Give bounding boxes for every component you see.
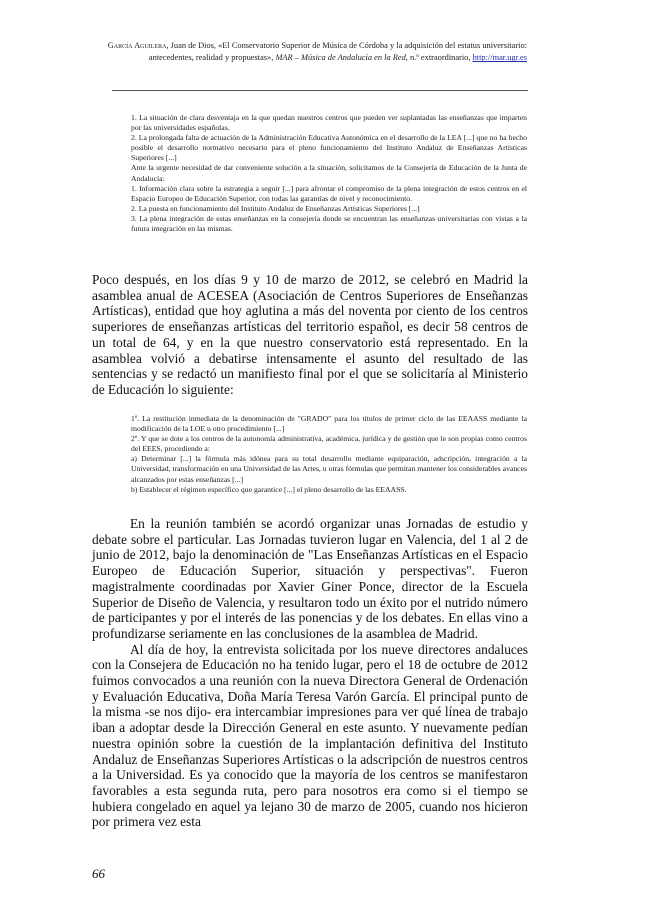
running-header bbox=[100, 40, 527, 65]
quote-line: 2. La prolongada falta de actuación de la Administración Educativa Autonómica en el desarrollo de la LEA [...] que no ha hecho posible el desarrollo normativo necesario para el pleno funcionamiento del Instituto Andaluz de Enseñanzas Artísticas Superiores [...] bbox=[131, 133, 527, 163]
body-text-acesea bbox=[92, 272, 528, 398]
header-author: García Aguilera bbox=[107, 41, 167, 50]
quote-line: 1. Información clara sobre la estrategia a seguir [...] para afrontar el compromiso de la plena integración de estos centros en el Espacio Europeo de Educación Superior, con todas las garantías de nivel y reconocimiento. bbox=[131, 183, 527, 203]
quote-line: 1. La situación de clara desventaja en la que quedan nuestros centros que pueden ver suplantadas las enseñanzas que imparten por las universidades españolas. bbox=[131, 113, 527, 133]
quote-line: 2º. Y que se dote a los centros de la autonomía administrativa, académica, jurídica y de gestión que le son propias como centros del EEES, procediendo a: bbox=[131, 434, 527, 454]
block-quote-manifesto-acesea bbox=[131, 414, 527, 495]
block-quote-manifesto-andalucia bbox=[131, 113, 527, 234]
journal-url-link[interactable]: http://mar.ugr.es bbox=[472, 53, 527, 63]
header-journal: MAR – Música de Andalucía en la Red bbox=[275, 53, 406, 63]
body-paragraph: Al día de hoy, la entrevista solicitada por los nueve directores andaluces con la Consejera de Educación no ha tenido lugar, pero el 18 de octubre de 2012 fuimos convocados a una reunión con la nueva Directora General de Ordenación y Evaluación Educativa, Doña María Teresa Varón García. El principal punto de la misma -se nos dijo- era intercambiar impresiones para ver qué línea de trabajo iban a adoptar desde la Dirección General en este asunto. Y nuevamente pedían nuestra opinión sobre la cuestión de la implantación definitiva del Instituto Andaluz de Enseñanzas Superiores Artísticas o la adscripción de nuestros centros a la Universidad. Es ya conocido que la mayoría de los centros se manifestaron favorables a esta segunda ruta, pero para nosotros era como si el tiempo se hubiera congelado en aquel ya lejano 30 de marzo de 2005, cuando nos hicieron por primera vez esta bbox=[92, 641, 528, 830]
header-issue: , n.º extraordinario, bbox=[405, 53, 473, 63]
quote-line: Ante la urgente necesidad de dar conveniente solución a la situación, solicitamos de la Consejería de Educación de la Junta de Andalucía: bbox=[131, 163, 527, 183]
header-divider bbox=[112, 90, 528, 91]
body-paragraph: En la reunión también se acordó organizar unas Jornadas de estudio y debate sobre el particular. Las Jornadas tuvieron lugar en Valencia, del 1 al 2 de junio de 2012, bajo la denominación de "Las Enseñanzas Artísticas en el Espacio Europeo de Educación Superior, situación y perspectivas". Fueron magistralmente coordinadas por Xavier Giner Ponce, director de la Escuela Superior de Diseño de Valencia, y resultaron todo un éxito por el nutrido número de participantes y por el interés de las ponencias y de los debates. En ellas vino a profundizarse seriamente en las conclusiones de la asamblea de Madrid. bbox=[92, 516, 528, 641]
quote-line: a) Determinar [...] la fórmula más idónea para su total desarrollo mediante equiparación, adscripción, integración a la Universidad, transformación en una Universidad de las Artes, u otras fórmulas que permitan mantener los considerables avances alcanzados por estas enseñanzas [...] bbox=[131, 454, 527, 484]
quote-line: 2. La puesta en funcionamiento del Instituto Andaluz de Enseñanzas Artísticas Superiores [...] bbox=[131, 203, 420, 213]
quote-line: 1º. La restitución inmediata de la denominación de "GRADO" para los títulos de primer ciclo de las EEAASS mediante la modificación de la LOE u otro procedimiento [...] bbox=[131, 414, 527, 434]
body-text-jornadas bbox=[92, 516, 528, 830]
page-number: 66 bbox=[92, 866, 105, 881]
header-citation: , Juan de Dios, «El Conservatorio Superior de Música de Córdoba y la adquisición del estatus universitario: antecedentes, realidad y propuestas», bbox=[148, 41, 527, 63]
body-paragraph: Poco después, en los días 9 y 10 de marzo de 2012, se celebró en Madrid la asamblea anual de ACESEA (Asociación de Centros Superiores de Enseñanzas Artísticas), entidad que hoy aglutina a más del noventa por ciento de los centros superiores de enseñanzas artísticas del territorio español, es decir 58 centros de un total de 64, y en la que nuestro conservatorio está representado. En la asamblea volvió a debatirse intensamente el asunto del resultado de las sentencias y se redactó un manifiesto final por el que se solicitaría al Ministerio de Educación lo siguiente: bbox=[92, 272, 528, 397]
quote-line: b) Establecer el régimen específico que garantice [...] el pleno desarrollo de las EEAASS. bbox=[131, 484, 407, 494]
quote-line: 3. La plena integración de estas enseñanzas en la consejería donde se encuentran las enseñanzas universitarias con vistas a la futura integración en las mismas. bbox=[131, 213, 527, 234]
